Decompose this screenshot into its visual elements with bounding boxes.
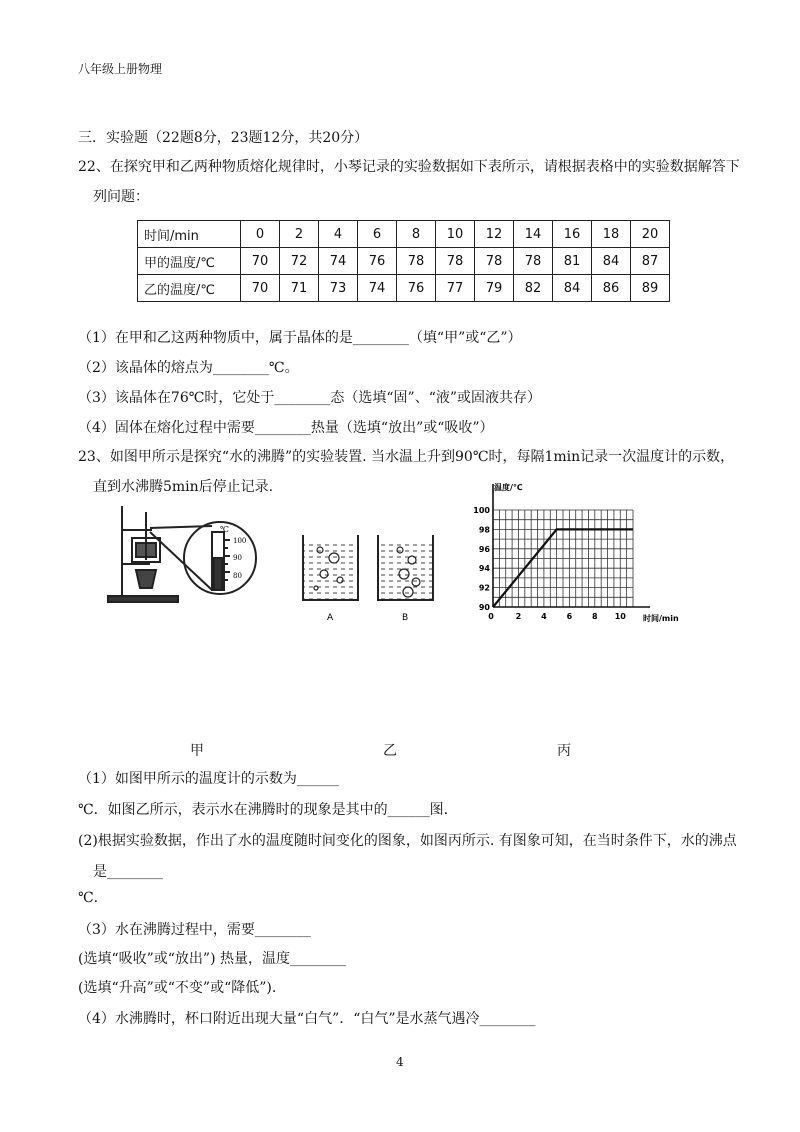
q23-stem-line1: 23、如图甲所示是探究“水的沸腾”的实验装置. 当水温上升到90℃时，每隔1min记录一次温度计的示数， bbox=[78, 449, 735, 465]
q23-sub1-b: ℃．如图乙所示，表示水在沸腾时的现象是其中的______图. bbox=[78, 802, 449, 818]
q22-sub3: （3）该晶体在76℃时，它处于________态（选填“固”、“液”或固液共存） bbox=[78, 390, 542, 406]
table-cell: 84 bbox=[592, 248, 631, 275]
graph-xlabel: 时间/min bbox=[643, 614, 679, 623]
y-tick-label: 94 bbox=[478, 564, 490, 574]
boiling-graph bbox=[465, 480, 695, 623]
table-cell: 78 bbox=[436, 248, 475, 275]
thermo-tick-90: 90 bbox=[233, 554, 242, 562]
beakers-figure bbox=[300, 530, 440, 625]
table-cell: 6 bbox=[358, 221, 397, 248]
table-cell: 87 bbox=[631, 248, 670, 275]
thermo-tick-100: 100 bbox=[233, 537, 247, 545]
fig-label-jia: 甲 bbox=[190, 743, 204, 759]
table-cell: 81 bbox=[553, 248, 592, 275]
fig-label-bing: 丙 bbox=[557, 743, 571, 759]
graph-ylabel: 温度/℃ bbox=[494, 483, 523, 492]
q22-stem-line1: 22、在探究甲和乙两种物质熔化规律时，小琴记录的实验数据如下表所示，请根据表格中的实验数据解答下 bbox=[78, 159, 740, 175]
table-cell: 73 bbox=[319, 275, 358, 302]
table-row-jia-row bbox=[138, 248, 670, 275]
fig-label-yi: 乙 bbox=[383, 743, 397, 759]
q23-stem-line2: 直到水沸腾5min后停止记录. bbox=[93, 479, 274, 495]
table-row-yi-row bbox=[138, 275, 670, 302]
table-cell: 4 bbox=[319, 221, 358, 248]
table-cell: 82 bbox=[514, 275, 553, 302]
x-tick-label: 4 bbox=[541, 612, 547, 621]
table-cell: 78 bbox=[514, 248, 553, 275]
q23-sub2-c: ℃. bbox=[78, 890, 99, 906]
y-tick-label: 96 bbox=[478, 544, 490, 554]
q23-sub2-a: (2)根据实验数据，作出了水的温度随时间变化的图象，如图丙所示. 有图象可知，在当时条件下，水的沸点 bbox=[78, 833, 737, 849]
melting-data-table bbox=[137, 220, 670, 302]
table-cell: 72 bbox=[280, 248, 319, 275]
x-tick-label: 6 bbox=[566, 612, 573, 621]
table-cell: 16 bbox=[553, 221, 592, 248]
y-tick-label: 90 bbox=[478, 603, 490, 612]
table-cell: 71 bbox=[280, 275, 319, 302]
row-header: 甲的温度/℃ bbox=[138, 248, 241, 275]
q22-stem-line2: 列问题： bbox=[93, 189, 149, 205]
table-row-time-row bbox=[138, 221, 670, 248]
q23-sub3-b: (选填“吸收”或“放出”) 热量，温度________ bbox=[78, 951, 347, 967]
y-tick-label: 92 bbox=[478, 583, 490, 593]
table-cell: 77 bbox=[436, 275, 475, 302]
thermo-unit: ℃ bbox=[220, 525, 229, 534]
row-header: 时间/min bbox=[138, 221, 241, 248]
table-cell: 84 bbox=[553, 275, 592, 302]
table-cell: 10 bbox=[436, 221, 475, 248]
x-tick-label: 2 bbox=[515, 612, 522, 621]
q22-sub4: （4）固体在熔化过程中需要________热量（选填“放出”或“吸收”） bbox=[78, 420, 494, 436]
table-cell: 0 bbox=[241, 221, 280, 248]
q23-sub1-a: （1）如图甲所示的温度计的示数为______ bbox=[78, 771, 339, 787]
table-cell: 70 bbox=[241, 248, 280, 275]
table-cell: 70 bbox=[241, 275, 280, 302]
table-cell: 76 bbox=[358, 248, 397, 275]
q23-sub2-b: 是________ bbox=[93, 864, 163, 880]
x-tick-label: 0 bbox=[488, 612, 494, 621]
beaker-label-a: A bbox=[327, 613, 334, 623]
table-cell: 2 bbox=[280, 221, 319, 248]
q22-sub2: （2）该晶体的熔点为________℃。 bbox=[78, 360, 299, 376]
x-tick-label: 8 bbox=[592, 612, 598, 621]
y-tick-label: 100 bbox=[473, 506, 490, 515]
q23-sub3-a: （3）水在沸腾过程中，需要________ bbox=[78, 922, 311, 938]
table-cell: 89 bbox=[631, 275, 670, 302]
row-header: 乙的温度/℃ bbox=[138, 275, 241, 302]
beaker-label-b: B bbox=[402, 613, 409, 623]
table-cell: 76 bbox=[397, 275, 436, 302]
table-cell: 20 bbox=[631, 221, 670, 248]
y-tick-label: 98 bbox=[478, 525, 490, 535]
q23-sub4: （4）水沸腾时，杯口附近出现大量“白气”．“白气”是水蒸气遇冷________ bbox=[78, 1011, 536, 1027]
table-cell: 8 bbox=[397, 221, 436, 248]
table-cell: 12 bbox=[475, 221, 514, 248]
table-cell: 78 bbox=[475, 248, 514, 275]
q23-sub3-c: (选填“升高”或“不变”或“降低”). bbox=[78, 980, 277, 996]
apparatus-figure bbox=[100, 498, 260, 613]
page-number: 4 bbox=[396, 1055, 404, 1069]
table-cell: 78 bbox=[397, 248, 436, 275]
x-tick-label: 10 bbox=[614, 612, 626, 621]
table-cell: 18 bbox=[592, 221, 631, 248]
thermo-tick-80: 80 bbox=[233, 572, 242, 580]
table-cell: 14 bbox=[514, 221, 553, 248]
section-title: 三．实验题（22题8分，23题12分，共20分） bbox=[78, 130, 369, 146]
page-header: 八年级上册物理 bbox=[78, 62, 163, 76]
table-cell: 86 bbox=[592, 275, 631, 302]
table-cell: 79 bbox=[475, 275, 514, 302]
q22-sub1: （1）在甲和乙这两种物质中，属于晶体的是________（填“甲”或“乙”） bbox=[78, 330, 522, 346]
table-cell: 74 bbox=[319, 248, 358, 275]
table-cell: 74 bbox=[358, 275, 397, 302]
